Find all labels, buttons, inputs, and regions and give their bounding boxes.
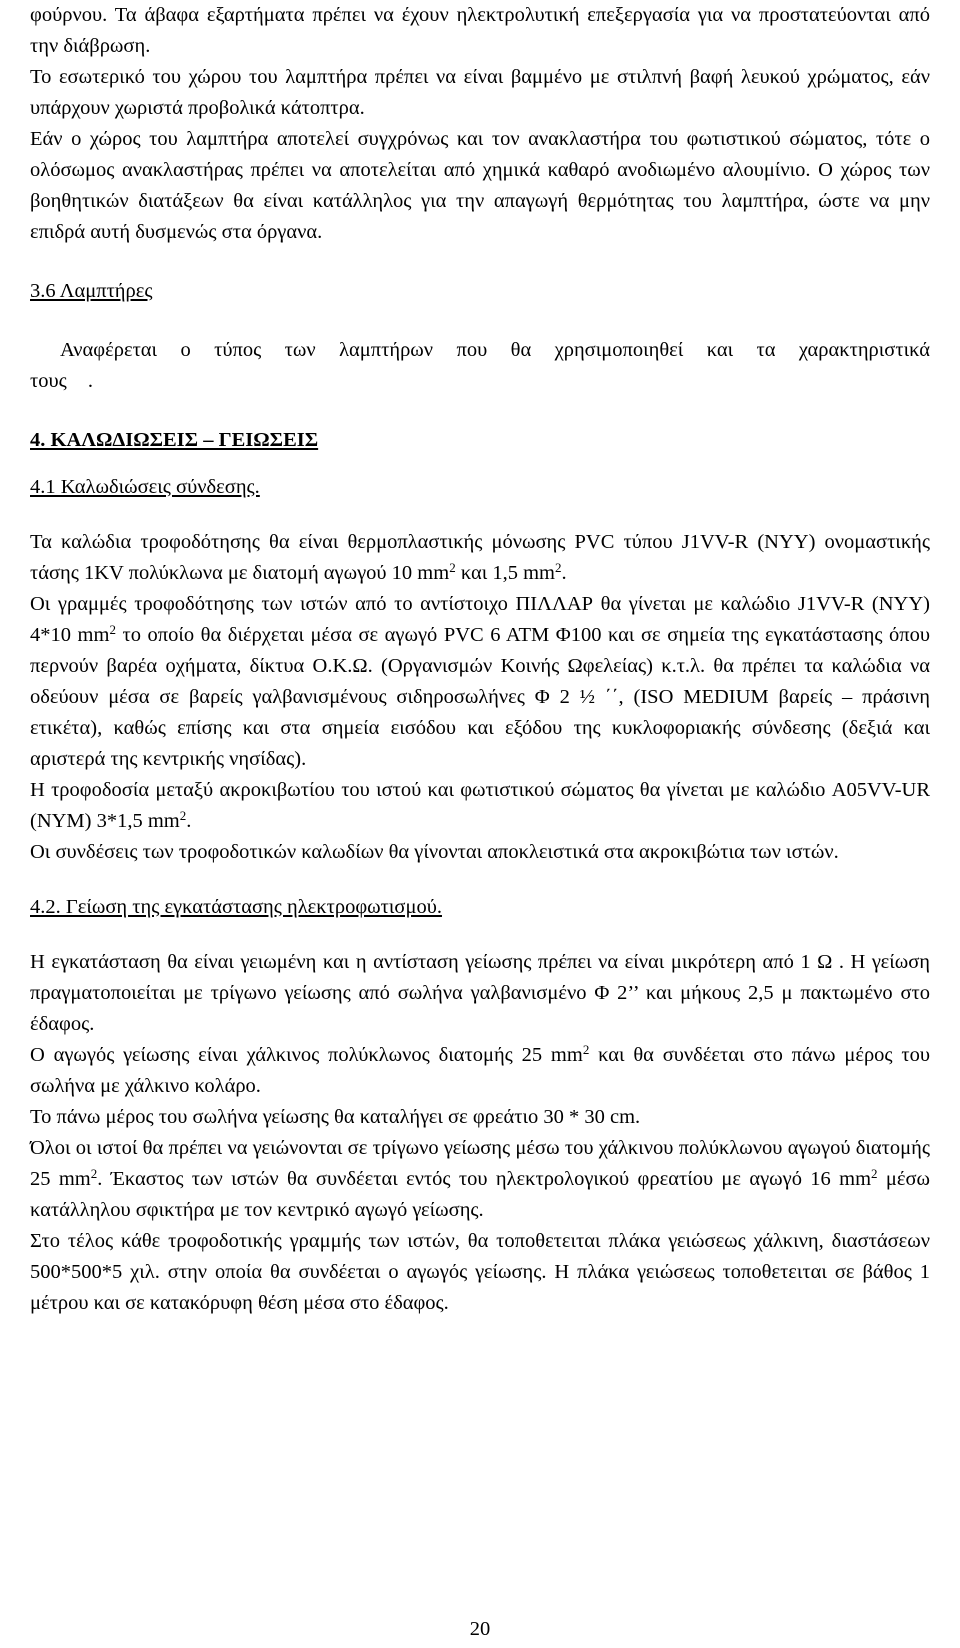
paragraph-supply-cables bbox=[30, 527, 930, 589]
text-run: Ο αγωγός γείωσης είναι χάλκινος πολύκλωνος διατομής 25 mm bbox=[30, 1044, 583, 1066]
superscript: 2 bbox=[871, 1166, 878, 1181]
section-heading-3-6: 3.6 Λαμπτήρες bbox=[30, 280, 153, 302]
text-run: μέσω κατάλληλου σφικτήρα με τον κεντρικό αγωγό γείωσης. bbox=[30, 1168, 930, 1221]
text-run: το οποίο θα διέρχεται μέσα σε αγωγό PVC 6 ATM Φ100 και σε σημεία της εγκατάστασης όπου περνούν βαρέα οχήματα, δίκτυα Ο.Κ.Ω. (Οργανισμών Κοινής Ωφελείας) κ.τ.λ. θα πρέπει τα καλώδια να οδεύουν μέσα σε βαρείς γαλβανισμένους σιδηροσωλήνες Φ 2 ½ ΄΄, (ISO MEDIUM βαρείς – πράσινη ετικέτα), καθώς επίσης και στα σημεία εισόδου και εξόδου της κυκλοφοριακής σύνδεσης (δεξιά και αριστερά της κεντρικής νησίδας). bbox=[30, 624, 930, 770]
superscript: 2 bbox=[554, 560, 562, 575]
paragraph-supply-lines bbox=[30, 589, 930, 775]
paragraph-lamp-interior: Το εσωτερικό του χώρου του λαμπτήρα πρέπει να είναι βαμμένο με στιλπνή βαφή λευκού χρώματος, εάν υπάρχουν χωριστά προβολικά κάτοπτρα. bbox=[30, 66, 930, 119]
paragraph-ground-conductor bbox=[30, 1040, 930, 1102]
superscript: 2 bbox=[109, 622, 116, 637]
text-run: Οι γραμμές τροφοδότησης των ιστών από το αντίστοιχο ΠΙΛΛΑΡ θα γίνεται με καλώδιο J1VV-R (NYY) 4*10 mm bbox=[30, 593, 930, 646]
paragraph-manhole: Το πάνω μέρος του σωλήνα γείωσης θα καταλήγει σε φρεάτιο 30 * 30 cm. bbox=[30, 1106, 641, 1128]
text-run: Όλοι οι ιστοί θα πρέπει να γειώνονται σε τρίγωνο γείωσης μέσω του χάλκινου πολύκλωνου αγωγού διατομής 25 mm bbox=[30, 1137, 930, 1190]
superscript: 2 bbox=[449, 560, 456, 575]
section-heading-4-1: 4.1 Καλωδιώσεις σύνδεσης. bbox=[30, 476, 260, 498]
paragraph-pole-grounding bbox=[30, 1133, 930, 1226]
text-run: Τα καλώδια τροφοδότησης θα είναι θερμοπλαστικής μόνωσης PVC τύπου J1VV-R (NYY) ονομαστικής τάσης 1KV πολύκλωνα με διατομή αγωγού 10 mm bbox=[30, 531, 930, 584]
paragraph-pole-supply bbox=[30, 775, 930, 837]
text-run: . bbox=[561, 562, 567, 584]
superscript: 2 bbox=[90, 1166, 98, 1181]
text-run: και 1,5 mm bbox=[455, 562, 555, 584]
text-run: . Έκαστος των ιστών θα συνδέεται εντός του ηλεκτρολογικού φρεατίου με αγωγό 16 mm bbox=[97, 1168, 872, 1190]
section-heading-4: 4. ΚΑΛΩΔΙΩΣΕΙΣ – ΓΕΙΩΣΕΙΣ bbox=[30, 429, 319, 451]
paragraph-connections: Οι συνδέσεις των τροφοδοτικών καλωδίων θα γίνονται αποκλειστικά στα ακροκιβώτια των ιστών. bbox=[30, 841, 839, 863]
superscript: 2 bbox=[179, 808, 187, 823]
text-run: και θα συνδέεται στο πάνω μέρος του σωλήνα με χάλκινο κολάρο. bbox=[30, 1044, 930, 1097]
text-run: . bbox=[186, 810, 192, 832]
page-number: 20 bbox=[469, 1618, 491, 1640]
paragraph-reflector: Εάν ο χώρος του λαμπτήρα αποτελεί συγχρόνως και τον ανακλαστήρα του φωτιστικού σώματος, τότε ο ολόσωμος ανακλαστήρας πρέπει να αποτελείται από χημικά καθαρό ανοδιωμένο αλουμίνιο. Ο χώρος των βοηθητικών διατάξεων θα είναι κατάλληλος για την απαγωγή θερμότητας του λαμπτήρα, ώστε να μην επιδρά αυτή δυσμενώς στα όργανα. bbox=[30, 128, 930, 243]
section-heading-4-2: 4.2. Γείωση της εγκατάστασης ηλεκτροφωτισμού. bbox=[30, 896, 442, 918]
paragraph-continuation: φούρνου. Τα άβαφα εξαρτήματα πρέπει να έχουν ηλεκτρολυτική επεξεργασία για να προστατεύονται από την διάβρωση. bbox=[30, 4, 930, 57]
paragraph-grounding-resistance: Η εγκατάσταση θα είναι γειωμένη και η αντίσταση γείωσης πρέπει να είναι μικρότερη από 1 Ω . Η γείωση πραγματοποιείται με τρίγωνο γείωσης από σωλήνα γαλβανισμένο Φ 2’’ και μήκους 2,5 μ πακτωμένο στο έδαφος. bbox=[30, 951, 930, 1035]
document-page bbox=[30, 0, 930, 1319]
text-run: Η τροφοδοσία μεταξύ ακροκιβωτίου του ιστού και φωτιστικού σώματος θα γίνεται με καλώδιο A05VV-UR (NYM) 3*1,5 mm bbox=[30, 779, 930, 832]
paragraph-grounding-plate: Στο τέλος κάθε τροφοδοτικής γραμμής των ιστών, θα τοποθετειται πλάκα γειώσεως χάλκινη, διαστάσεων 500*500*5 χιλ. στην οποία θα συνδέεται ο αγωγός γείωσης. Η πλάκα γειώσεως τοποθετειται σε βάθος 1 μέτρου και σε κατακόρυφη θέση μέσα στο έδαφος. bbox=[30, 1230, 930, 1314]
superscript: 2 bbox=[582, 1042, 590, 1057]
paragraph-lamps: Αναφέρεται ο τύπος των λαμπτήρων που θα χρησιμοποιηθεί και τα χαρακτηριστικά τους . bbox=[30, 339, 930, 392]
